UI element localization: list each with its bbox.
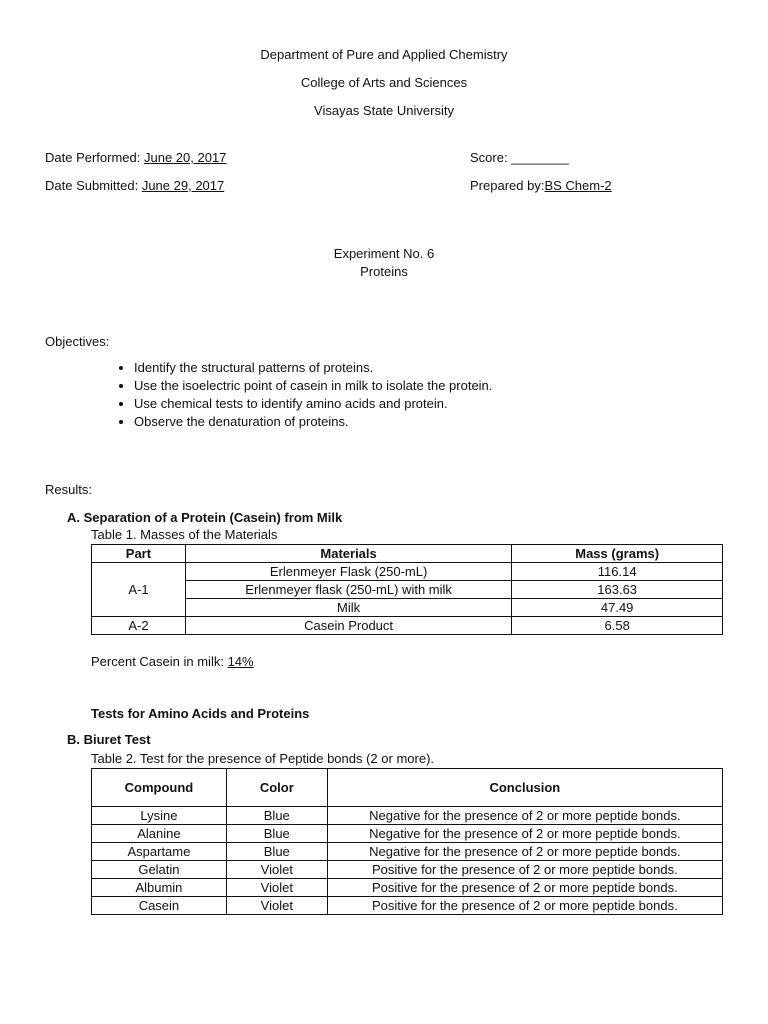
objective-item: • Use the isoelectric point of casein in milk to isolate the protein. xyxy=(134,377,492,395)
score-field: Score: ________ xyxy=(470,150,570,165)
table1-part-cell: A-1 xyxy=(92,563,186,617)
conclusion-cell: Positive for the presence of 2 or more peptide bonds. xyxy=(327,897,722,915)
date-submitted-value: June 29, 2017 xyxy=(141,178,225,193)
table-row xyxy=(92,825,723,843)
objectives-heading: Objectives: xyxy=(45,334,110,349)
conclusion-cell: Negative for the presence of 2 or more peptide bonds. xyxy=(327,807,722,825)
table1-header-mass: Mass (grams) xyxy=(512,545,723,563)
table1-mass-cell: 47.49 xyxy=(512,599,723,617)
objective-item: • Use chemical tests to identify amino acids and protein. xyxy=(134,395,492,413)
prepared-by-value: BS Chem-2 xyxy=(544,178,612,193)
conclusion-cell: Negative for the presence of 2 or more peptide bonds. xyxy=(327,825,722,843)
compound-cell: Gelatin xyxy=(92,861,227,879)
table1-material-cell: Erlenmeyer Flask (250-mL) xyxy=(185,563,511,581)
color-cell: Violet xyxy=(226,879,327,897)
table-row xyxy=(92,879,723,897)
date-performed xyxy=(45,150,226,165)
color-cell: Blue xyxy=(226,843,327,861)
table-row xyxy=(92,807,723,825)
table1-material-cell: Casein Product xyxy=(185,617,511,635)
date-performed-label: Date Performed: xyxy=(45,150,144,165)
table-row xyxy=(92,617,723,635)
date-submitted-label: Date Submitted: xyxy=(45,178,142,193)
prepared-by xyxy=(470,178,612,193)
compound-cell: Casein xyxy=(92,897,227,915)
college-name: College of Arts and Sciences xyxy=(300,75,468,90)
table-row xyxy=(92,843,723,861)
university-name: Visayas State University xyxy=(314,103,454,118)
compound-cell: Lysine xyxy=(92,807,227,825)
color-cell: Blue xyxy=(226,807,327,825)
section-a-title: A. Separation of a Protein (Casein) from Milk xyxy=(67,510,343,525)
table1-mass-cell: 116.14 xyxy=(512,563,723,581)
conclusion-cell: Positive for the presence of 2 or more peptide bonds. xyxy=(327,879,722,897)
table2-caption: Table 2. Test for the presence of Peptide bonds (2 or more). xyxy=(91,751,435,766)
table1-caption: Table 1. Masses of the Materials xyxy=(91,527,278,542)
table-row xyxy=(92,897,723,915)
percent-casein-value: 14% xyxy=(227,654,254,669)
color-cell: Blue xyxy=(226,825,327,843)
table1-part-cell: A-2 xyxy=(92,617,186,635)
table1-mass-cell: 6.58 xyxy=(512,617,723,635)
biuret-table xyxy=(91,768,723,915)
experiment-number: Experiment No. 6 xyxy=(333,246,435,261)
table-row xyxy=(92,563,723,581)
objective-item: • Identify the structural patterns of proteins. xyxy=(134,359,492,377)
table1-mass-cell: 163.63 xyxy=(512,581,723,599)
results-heading: Results: xyxy=(45,482,92,497)
percent-casein-label: Percent Casein in milk: xyxy=(91,654,228,669)
table1-material-cell: Milk xyxy=(185,599,511,617)
department-name: Department of Pure and Applied Chemistry xyxy=(260,47,508,62)
table-row xyxy=(92,599,723,617)
masses-table xyxy=(91,544,723,635)
experiment-title: Proteins xyxy=(360,264,408,279)
compound-cell: Aspartame xyxy=(92,843,227,861)
color-cell: Violet xyxy=(226,861,327,879)
prepared-by-label: Prepared by: xyxy=(470,178,545,193)
table2-header-color: Color xyxy=(226,769,327,807)
date-performed-value: June 20, 2017 xyxy=(144,150,227,165)
compound-cell: Alanine xyxy=(92,825,227,843)
percent-casein xyxy=(91,654,254,669)
conclusion-cell: Positive for the presence of 2 or more peptide bonds. xyxy=(327,861,722,879)
objective-item: • Observe the denaturation of proteins. xyxy=(134,413,492,431)
color-cell: Violet xyxy=(226,897,327,915)
table2-header-conclusion: Conclusion xyxy=(327,769,722,807)
table-row xyxy=(92,861,723,879)
table2-header-compound: Compound xyxy=(92,769,227,807)
objectives-list xyxy=(112,359,492,431)
compound-cell: Albumin xyxy=(92,879,227,897)
table1-header-part: Part xyxy=(92,545,186,563)
section-b-title: B. Biuret Test xyxy=(67,732,151,747)
table1-material-cell: Erlenmeyer flask (250-mL) with milk xyxy=(185,581,511,599)
conclusion-cell: Negative for the presence of 2 or more peptide bonds. xyxy=(327,843,722,861)
table1-header-materials: Materials xyxy=(185,545,511,563)
tests-heading: Tests for Amino Acids and Proteins xyxy=(91,706,310,721)
table-row xyxy=(92,581,723,599)
date-submitted xyxy=(45,178,224,193)
